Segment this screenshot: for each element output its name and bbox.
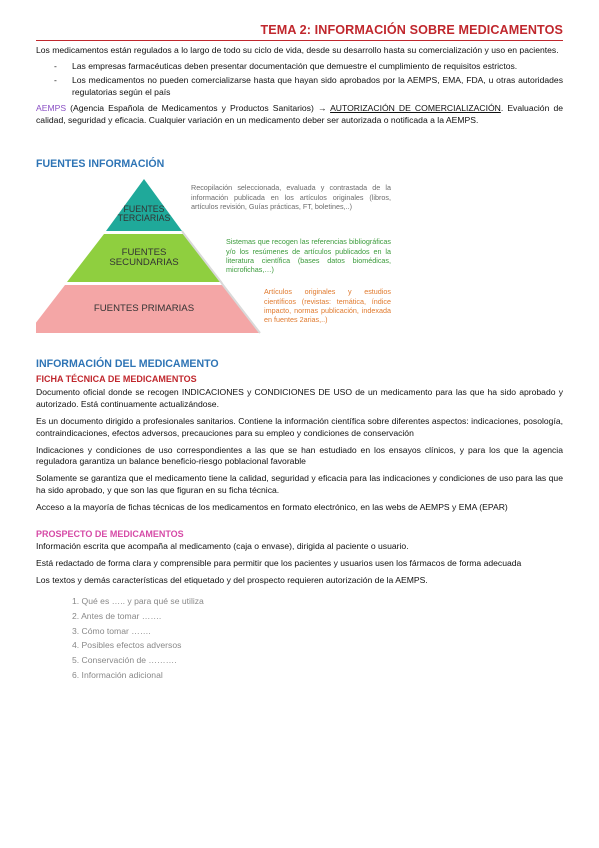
list-item: 1. Qué es ….. y para qué se utiliza (72, 595, 204, 606)
bullet-text: Las empresas farmacéuticas deben presentar documentación que demuestre el cumplimiento de requisitos estrictos. (72, 61, 518, 72)
ficha-paragraph: Documento oficial donde se recogen INDICACIONES y CONDICIONES DE USO de un medicamento para las que ha sido aprobado y autorizado. Está continuamente actualizándose. (36, 387, 563, 410)
tier-label-primary (66, 304, 222, 314)
list-item: 5. Conservación de ………. (72, 655, 177, 666)
prospecto-heading: PROSPECTO DE MEDICAMENTOS (36, 528, 184, 539)
list-item: 6. Información adicional (72, 670, 163, 681)
info-heading: INFORMACIÓN DEL MEDICAMENTO (36, 358, 219, 371)
sources-pyramid-figure (36, 175, 416, 335)
page-title: TEMA 2: INFORMACIÓN SOBRE MEDICAMENTOS (36, 22, 563, 41)
bullet-dash: - (54, 61, 57, 72)
bullet-list (54, 61, 563, 99)
tier-label-tertiary (109, 205, 179, 223)
list-item (54, 61, 563, 73)
aemps-rest: . Evaluación de calidad, seguridad y eficacia. Cualquier variación en un medicamento deber ser autorizada o notificada a la AEMPS. (36, 102, 563, 125)
aemps-acronym: AEMPS (36, 102, 67, 113)
tier-desc-tertiary: Recopilación seleccionada, evaluada y contrastada de la información publicada en los artículos originales (libros, artículos revisión, Guías prácticas, FT, boletines,..) (191, 183, 391, 211)
ficha-paragraph: Es un documento dirigido a profesionales sanitarios. Contiene la información científica sobre diferentes aspectos: indicaciones, posología, contraindicaciones, efectos adversos, precauciones para su empleo y condiciones de conservación (36, 415, 563, 438)
list-item: 4. Posibles efectos adversos (72, 640, 182, 651)
list-item: 2. Antes de tomar ……. (72, 610, 162, 621)
tier-label-secondary (96, 248, 192, 268)
prospecto-paragraph: Está redactado de forma clara y comprensible para permitir que los pacientes y usuarios usen los fármacos de forma adecuada (36, 558, 522, 569)
aemps-authorization: AUTORIZACIÓN DE COMERCIALIZACIÓN (330, 102, 501, 113)
tier-label-line: FUENTES PRIMARIAS (93, 303, 195, 315)
prospecto-paragraph: Los textos y demás características del etiquetado y del prospecto requieren autorización de la AEMPS. (36, 575, 428, 586)
tier-desc-secondary: Sistemas que recogen las referencias bibliográficas y/o los resúmenes de artículos publicados en la literatura científica (bases datos biomédicas, microfichas,…) (226, 237, 391, 275)
bullet-dash: - (54, 75, 57, 86)
bullet-text: Los medicamentos no pueden comercializarse hasta que hayan sido aprobados por la AEMPS, EMA, FDA, u otras autoridades regulatorias según el país (72, 75, 563, 97)
tier-label-line: SECUNDARIAS (109, 257, 179, 269)
aemps-expansion: (Agencia Española de Medicamentos y Productos Sanitarios) → (66, 102, 331, 113)
tier-label-line: TERCIARIAS (117, 213, 171, 224)
list-item (54, 75, 563, 99)
ficha-paragraph: Acceso a la mayoría de fichas técnicas de los medicamentos en formato electrónico, en las webs de AEMPS y EMA (EPAR) (36, 502, 508, 513)
ficha-heading: FICHA TÉCNICA DE MEDICAMENTOS (36, 373, 197, 384)
prospecto-paragraph: Información escrita que acompaña al medicamento (caja o envase), dirigida al paciente o usuario. (36, 541, 409, 552)
aemps-paragraph (36, 103, 563, 127)
intro-paragraph: Los medicamentos están regulados a lo largo de todo su ciclo de vida, desde su desarrollo hasta su comercialización y uso en pacientes. (36, 45, 559, 56)
ficha-paragraph: Solamente se garantiza que el medicamento tiene la calidad, seguridad y eficacia para las indicaciones y condiciones de uso para las que ha sido aprobado, y que son las que figuran en su ficha técnica. (36, 473, 563, 496)
tier-desc-primary: Artículos originales y estudios científicos (revistas: temática, índice impacto, normas publicación, indexada en fuentes 2arias,..) (264, 287, 391, 325)
ficha-paragraph: Indicaciones y condiciones de uso correspondientes a las que se han estudiado en los ensayos clínicos, y para los que la agencia reguladora garantiza un balance beneficio-riesgo poblacional favorable (36, 444, 563, 467)
tier-label-line: FUENTES (121, 247, 167, 259)
prospecto-section-list (72, 596, 563, 682)
tier-label-line: FUENTES (123, 204, 165, 215)
fuentes-heading: FUENTES INFORMACIÓN (36, 157, 165, 170)
list-item: 3. Cómo tomar ……. (72, 625, 151, 636)
